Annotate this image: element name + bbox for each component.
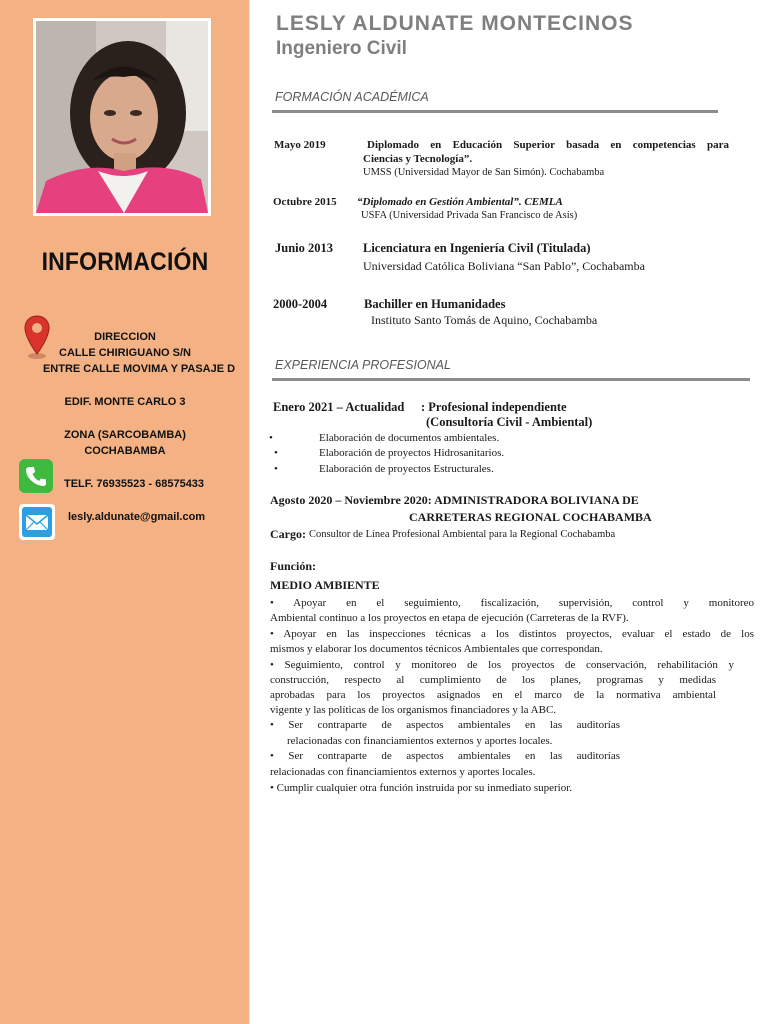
edu-4-title: Bachiller en Humanidades — [364, 297, 506, 311]
job-2-function-label: Función: — [270, 559, 317, 573]
job-2-cargo-value: Consultor de Línea Profesional Ambiental para la Regional Cochabamba — [309, 529, 616, 540]
job-2-area: MEDIO AMBIENTE — [270, 578, 380, 592]
info-title: INFORMACIÓN — [41, 248, 209, 276]
edu-1-date: Mayo 2019 — [274, 139, 326, 151]
sidebar — [0, 0, 250, 1024]
job-1-task-3: Elaboración de proyectos Estructurales. — [319, 463, 494, 475]
education-rule — [272, 110, 718, 113]
job-2-function-line: aprobadas para los proyectos asignados en el marco de la normativa ambiental — [270, 689, 716, 701]
job-2-function-line: • Apoyar en el seguimiento, fiscalización, supervisión, control y monitoreo — [270, 597, 754, 609]
phone-number[interactable]: TELF. 76935523 - 68575433 — [64, 478, 205, 490]
edu-4-date: 2000-2004 — [273, 297, 328, 311]
job-1-period: Enero 2021 – Actualidad — [273, 400, 405, 414]
edu-2-title: “Diplomado en Gestión Ambiental”. CEMLA — [357, 196, 563, 208]
job-2-function-line: Ambiental continuo a los proyectos en etapa de ejecución (Carreteras de la RVF). — [270, 612, 629, 624]
edu-1-title-cont: Ciencias y Tecnología”. — [363, 153, 473, 165]
job-1-task-2: Elaboración de proyectos Hidrosanitarios. — [319, 447, 505, 459]
candidate-role: Ingeniero Civil — [276, 38, 407, 59]
profile-photo — [33, 18, 211, 216]
address-building: EDIF. MONTE CARLO 3 — [64, 396, 186, 408]
job-2-cargo-label: Cargo: — [270, 527, 306, 541]
job-2-function-line: vigente y las políticas de los organismos financiadores y la ABC. — [270, 704, 557, 716]
edu-3-institution: Universidad Católica Boliviana “San Pablo”, Cochabamba — [363, 259, 645, 273]
job-2-function-line: • Cumplir cualquier otra función instruida por su inmediato superior. — [270, 782, 573, 794]
email-icon — [19, 504, 55, 540]
address-city: COCHABAMBA — [84, 445, 166, 457]
candidate-name: LESLY ALDUNATE MONTECINOS — [276, 12, 634, 35]
address-zone: ZONA (SARCOBAMBA) — [64, 429, 186, 441]
email-address[interactable]: lesly.aldunate@gmail.com — [68, 511, 206, 523]
edu-1-institution: UMSS (Universidad Mayor de San Simón). Cochabamba — [363, 167, 605, 178]
edu-1-title: Diplomado en Educación Superior basada en competencias para — [367, 139, 729, 151]
bullet-icon: • — [274, 447, 278, 459]
edu-2-institution: USFA (Universidad Privada San Francisco de Asís) — [361, 210, 578, 221]
job-2-function-line: • Seguimiento, control y monitoreo de los proyectos de conservación, rehabilitación y — [270, 659, 734, 671]
job-1-task-1: Elaboración de documentos ambientales. — [319, 432, 500, 444]
bullet-icon: • — [274, 463, 278, 475]
job-2-function-line: • Ser contraparte de aspectos ambientales en las auditorías — [270, 719, 620, 731]
bullet-icon: • — [269, 432, 273, 444]
experience-heading: EXPERIENCIA PROFESIONAL — [275, 358, 451, 372]
job-2-header: Agosto 2020 – Noviembre 2020: ADMINISTRADORA BOLIVIANA DE — [270, 493, 639, 507]
job-1-position: : Profesional independiente — [421, 400, 567, 414]
edu-4-institution: Instituto Santo Tomás de Aquino, Cochabamba — [371, 313, 598, 327]
job-2-function-line: relacionadas con financiamientos externos y aportes locales. — [270, 766, 536, 778]
address-label: DIRECCION — [94, 331, 156, 343]
job-2-function-line: • Ser contraparte de aspectos ambientales en las auditorías — [270, 750, 620, 762]
job-2-function-line: • Apoyar en las inspecciones técnicas a los distintos proyectos, evaluar el estado de los — [270, 628, 754, 640]
education-heading: FORMACIÓN ACADÉMICA — [275, 90, 429, 104]
phone-icon — [19, 459, 53, 493]
address-line-2: ENTRE CALLE MOVIMA Y PASAJE D — [42, 363, 236, 375]
job-2-header-cont: CARRETERAS REGIONAL COCHABAMBA — [409, 510, 652, 524]
edu-3-date: Junio 2013 — [275, 241, 334, 255]
main-content — [250, 0, 768, 1024]
edu-2-date: Octubre 2015 — [273, 196, 337, 208]
experience-rule — [272, 378, 750, 381]
job-1-position-detail: (Consultoría Civil - Ambiental) — [426, 415, 593, 429]
job-2-function-line: construcción, respecto al cumplimiento de los planes, programas y medidas — [270, 674, 716, 686]
edu-3-title: Licenciatura en Ingeniería Civil (Titulada) — [363, 241, 591, 255]
job-2-function-line: relacionadas con financiamientos externos y aportes locales. — [287, 735, 553, 747]
address-line-1: CALLE CHIRIGUANO S/N — [59, 347, 191, 359]
job-2-function-line: mismos y elaborar los documentos técnicos Ambientales que correspondan. — [270, 643, 603, 655]
